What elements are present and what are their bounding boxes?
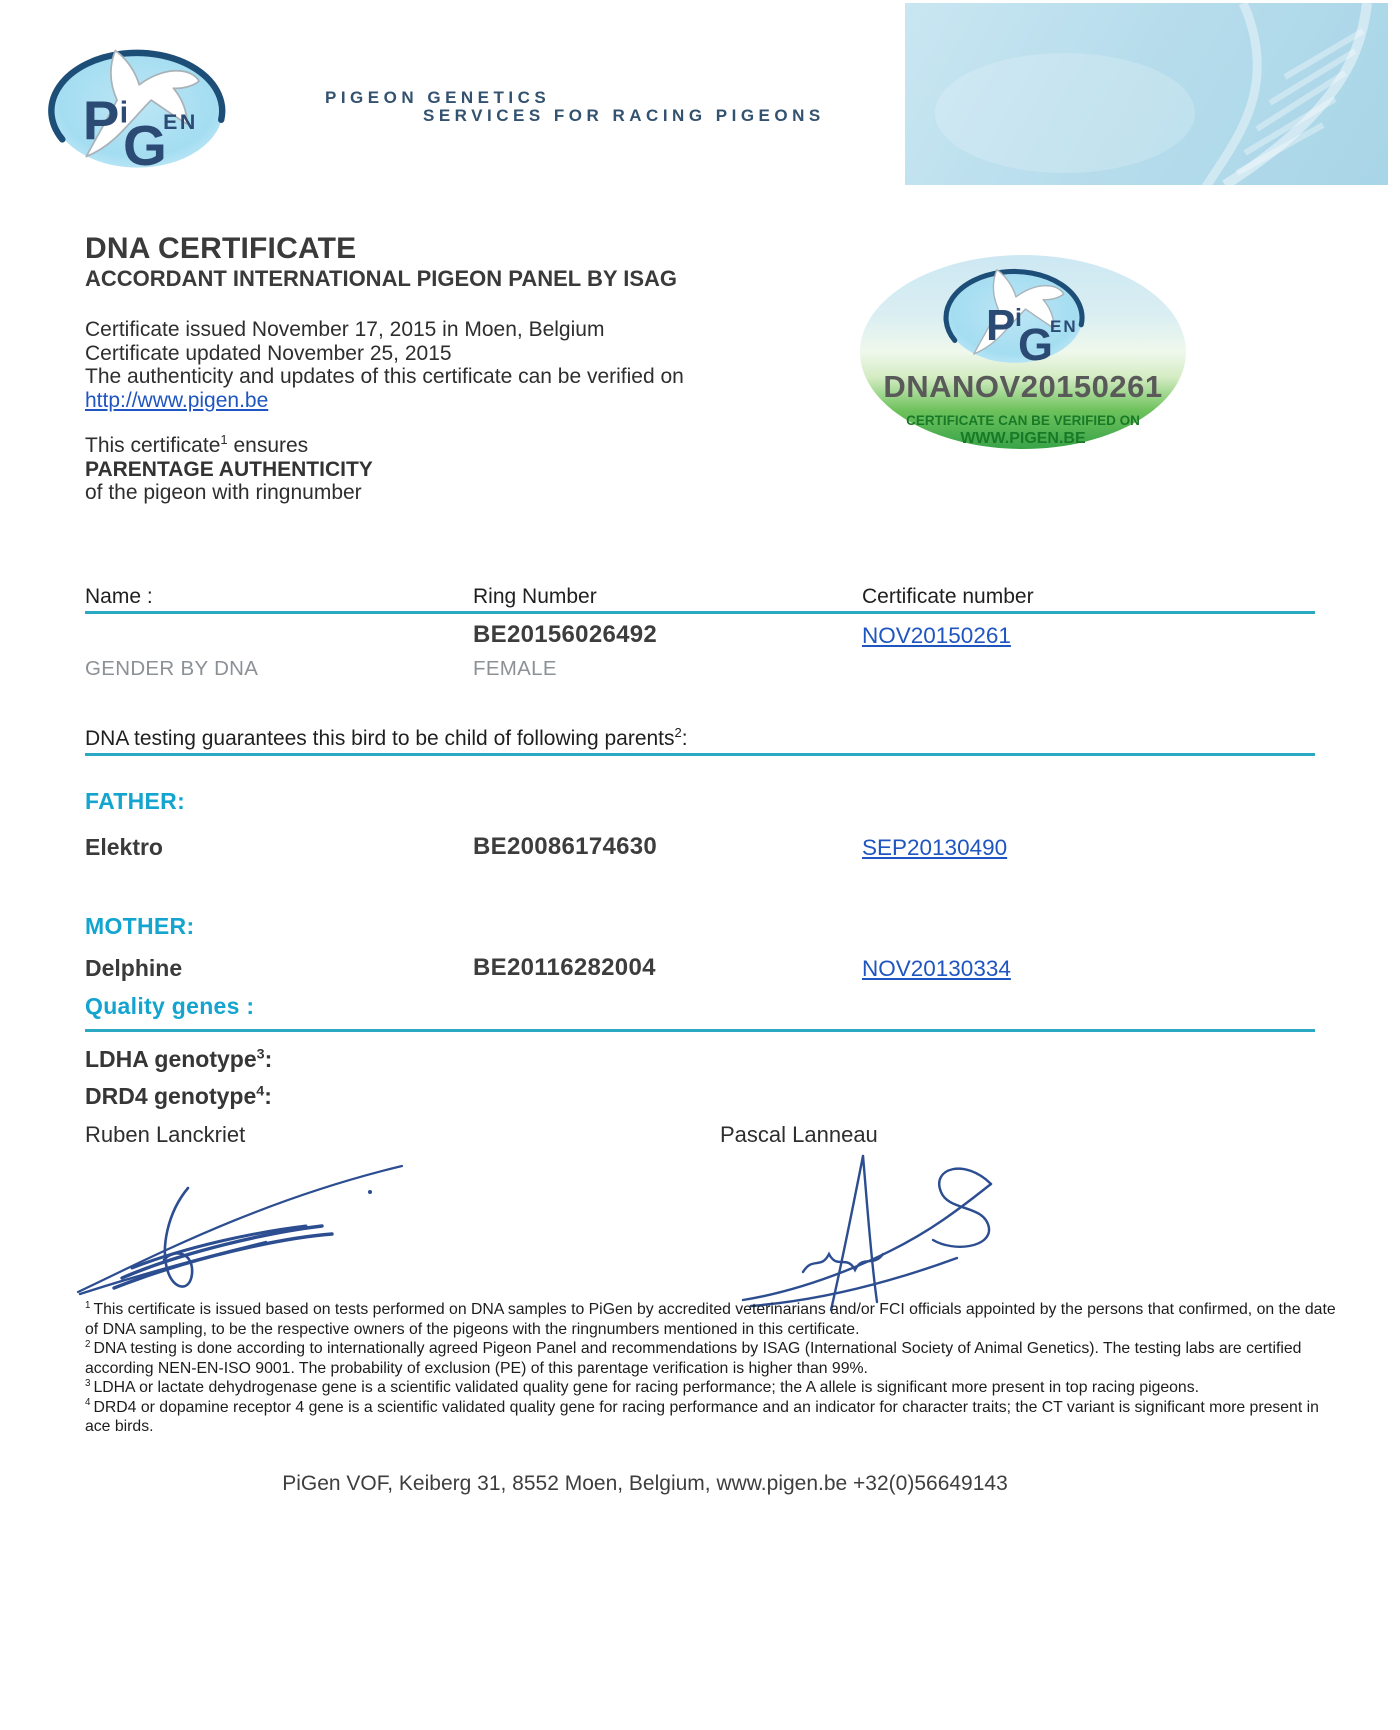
- ensures-tail: of the pigeon with ringnumber: [85, 481, 362, 504]
- ensures-post: ensures: [227, 434, 309, 457]
- right-signature: [685, 1142, 1015, 1314]
- updated-line: Certificate updated November 25, 2015: [85, 341, 452, 365]
- mother-heading: MOTHER:: [85, 913, 195, 939]
- logo-letter-p: P: [82, 90, 120, 152]
- parents-footnote-ref: 2: [674, 725, 682, 740]
- certificate-title: DNA CERTIFICATE: [85, 232, 357, 265]
- footnote-3-marker: 3: [85, 1377, 91, 1389]
- ensures-footnote-ref: 1: [220, 432, 228, 447]
- pigen-url-link[interactable]: http://www.pigen.be: [85, 388, 269, 412]
- left-signer-name: Ruben Lanckriet: [85, 1122, 246, 1147]
- parentage-authenticity-label: PARENTAGE AUTHENTICITY: [85, 457, 373, 481]
- father-certificate-link[interactable]: SEP20130490: [862, 835, 1008, 860]
- parents-intro: [85, 727, 688, 751]
- badge-logo-letter-en: EN: [1050, 317, 1078, 336]
- footnote-4: [85, 1398, 1337, 1437]
- logo-letter-g: G: [122, 114, 167, 174]
- father-ring-number: BE20086174630: [473, 833, 658, 860]
- ldha-footnote-ref: 3: [256, 1046, 265, 1063]
- badge-logo-letter-i: i: [1015, 304, 1022, 332]
- logo-letter-en: EN: [163, 110, 198, 135]
- company-tagline-line2: SERVICES FOR RACING PIGEONS: [423, 106, 825, 125]
- drd4-text: DRD4 genotype: [85, 1083, 257, 1109]
- dna-helix-photo: [905, 3, 1388, 185]
- footnote-1: [85, 1300, 1337, 1339]
- mother-certificate-link[interactable]: NOV20130334: [862, 956, 1011, 981]
- badge-logo-letter-g: G: [1018, 319, 1054, 370]
- verification-badge: [855, 248, 1191, 458]
- ldha-genotype-label: [85, 1046, 272, 1073]
- verify-url-line: [85, 389, 684, 413]
- certificate-subtitle: ACCORDANT INTERNATIONAL PIGEON PANEL BY ISAG: [85, 266, 678, 291]
- footnote-2: [85, 1339, 1337, 1378]
- badge-verify-line1: CERTIFICATE CAN BE VERIFIED ON: [906, 413, 1140, 428]
- footer-contact-line: PiGen VOF, Keiberg 31, 8552 Moen, Belgium, www.pigen.be +32(0)56649143: [282, 1472, 1008, 1495]
- footnote-4-text: DRD4 or dopamine receptor 4 gene is a scientific validated quality gene for racing performance and an indicator for character traits; the CT variant is significant more present in ace birds.: [85, 1398, 1319, 1435]
- footnote-4-marker: 4: [85, 1397, 91, 1409]
- gender-value: FEMALE: [473, 657, 557, 680]
- company-tagline-line1: PIGEON GENETICS: [325, 88, 551, 107]
- footnotes: [85, 1300, 1337, 1437]
- drd4-footnote-ref: 4: [256, 1083, 265, 1100]
- ldha-text: LDHA genotype: [85, 1046, 257, 1072]
- quality-genes-heading: Quality genes :: [85, 993, 255, 1019]
- drd4-colon: :: [264, 1083, 272, 1109]
- verify-line: The authenticity and updates of this certificate can be verified on: [85, 365, 684, 388]
- right-signer-name: Pascal Lanneau: [720, 1122, 878, 1147]
- issued-line: Certificate issued November 17, 2015 in Moen, Belgium: [85, 318, 605, 341]
- subject-certificate-link[interactable]: NOV20150261: [862, 623, 1011, 648]
- footnote-3: [85, 1378, 1337, 1398]
- mother-name: Delphine: [85, 955, 183, 981]
- parents-rule: [85, 753, 1315, 756]
- footnote-1-marker: 1: [85, 1299, 91, 1311]
- dna-helix-illustration: [905, 3, 1388, 185]
- pigen-logo: [35, 28, 240, 174]
- ensures-pre: This certificate: [85, 434, 221, 457]
- footnote-3-text: LDHA or lactate dehydrogenase gene is a scientific validated quality gene for racing performance; the A allele is significant more present in top racing pigeons.: [93, 1379, 1200, 1396]
- left-signature: [70, 1142, 410, 1300]
- badge-verify-line2: WWW.PIGEN.BE: [960, 430, 1086, 447]
- quality-rule: [85, 1029, 1315, 1032]
- gender-label: GENDER BY DNA: [85, 657, 259, 680]
- father-heading: FATHER:: [85, 788, 186, 814]
- badge-certificate-code: DNANOV20150261: [883, 369, 1163, 404]
- drd4-genotype-label: [85, 1083, 272, 1110]
- ensures-line: [85, 434, 373, 458]
- parents-intro-text: DNA testing guarantees this bird to be child of following parents: [85, 727, 675, 750]
- mother-ring-number: BE20116282004: [473, 954, 656, 981]
- col-header-ring: Ring Number: [473, 585, 597, 608]
- footnote-2-text: DNA testing is done according to internationally agreed Pigeon Panel and recommendations by ISAG (International Society of Animal Genetics). The testing labs are certified according NEN-EN-ISO 9001. The probability of exclusion (PE) of this parentage verification is higher than 99%.: [85, 1340, 1302, 1377]
- father-name: Elektro: [85, 834, 163, 860]
- ensures-block: [85, 434, 373, 505]
- certificate-intro: [85, 318, 684, 412]
- table-header-rule: [85, 611, 1315, 614]
- parents-intro-colon: :: [681, 727, 688, 750]
- logo-letter-i: i: [119, 94, 129, 130]
- footnote-2-marker: 2: [85, 1338, 91, 1350]
- footnote-1-text: This certificate is issued based on tests performed on DNA samples to PiGen by accredited veterinarians and/or FCI officials appointed by the persons that confirmed, on the date of DNA sampling, to be the respective owners of the pigeons with the ringnumbers mentioned in this certificate.: [85, 1301, 1336, 1338]
- col-header-cert: Certificate number: [862, 585, 1034, 608]
- col-header-name: Name :: [85, 585, 153, 608]
- badge-logo-letter-p: P: [986, 301, 1016, 350]
- subject-ring-number: BE20156026492: [473, 621, 658, 648]
- ldha-colon: :: [264, 1046, 273, 1072]
